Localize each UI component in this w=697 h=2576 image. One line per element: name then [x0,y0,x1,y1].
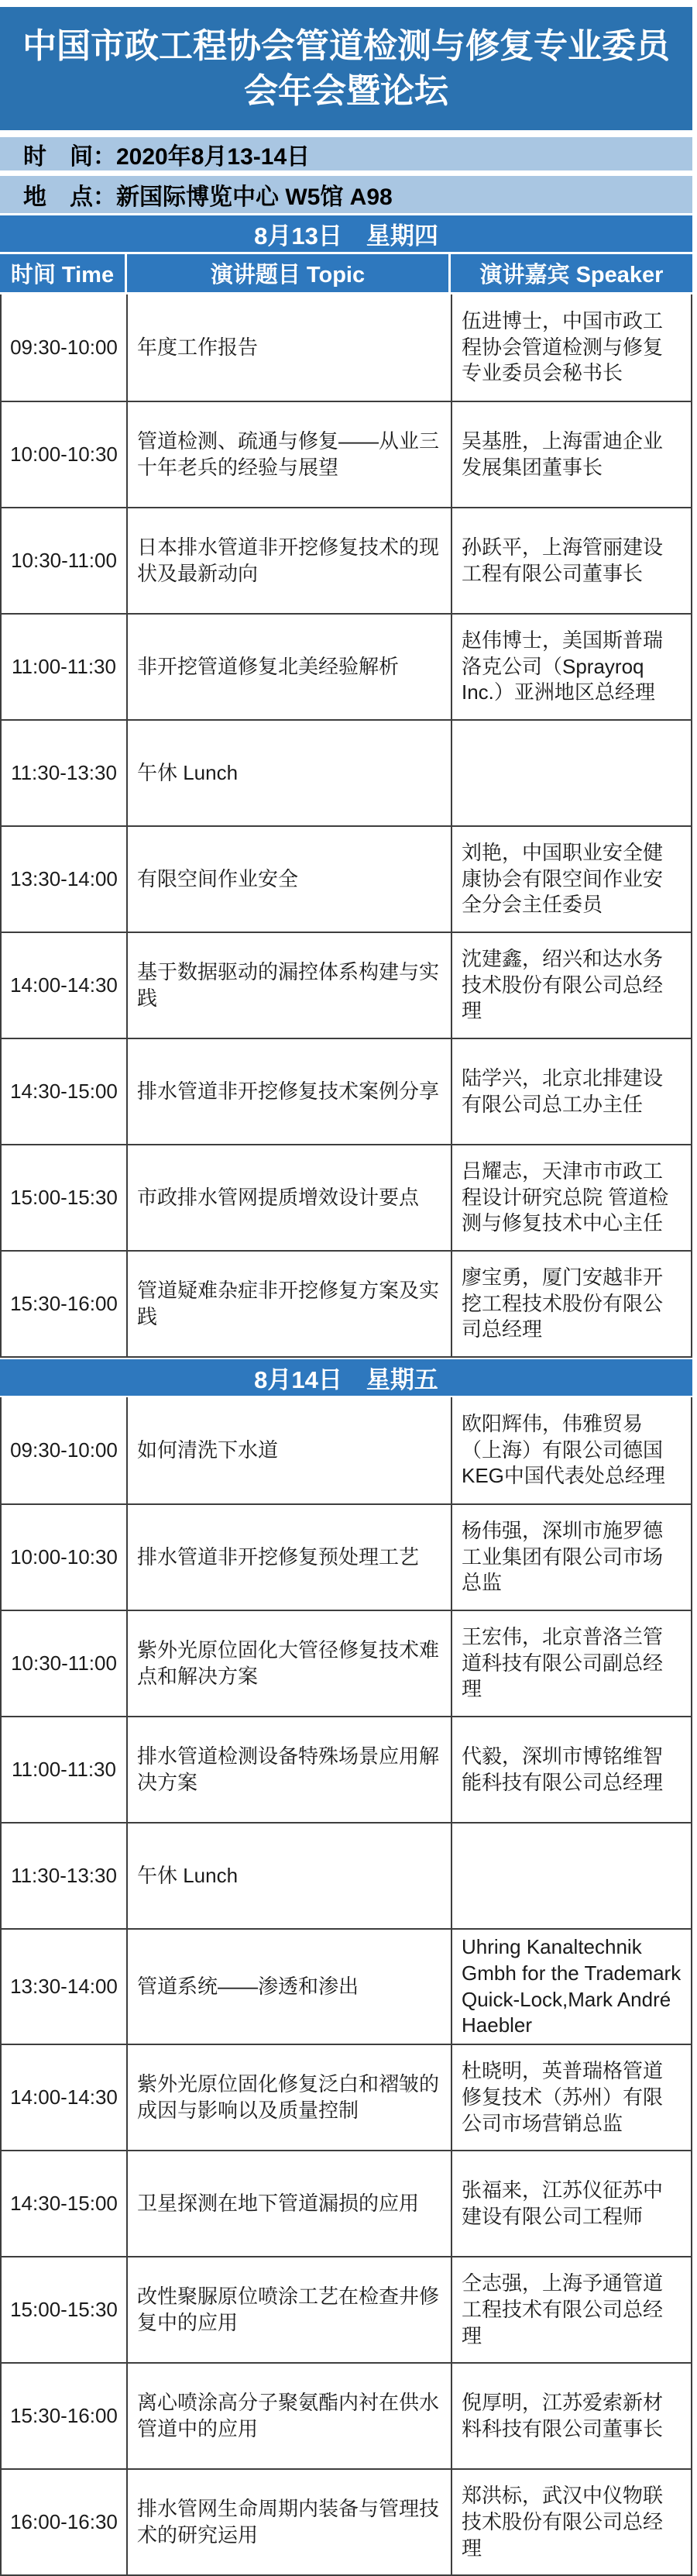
speaker-cell [451,615,691,719]
speaker-text: 孙跃平，上海管丽建设工程有限公司董事长 [462,535,664,585]
time-cell [2,615,126,719]
time-cell [2,1039,126,1144]
schedule-row [0,1928,692,2044]
speaker-text: 赵伟博士，美国斯普瑞洛克公司（Sprayroq Inc.）亚洲地区总经理 [462,628,664,704]
topic-cell [126,2257,451,2362]
time-cell [2,721,126,825]
event-venue-label: 地 点：新国际博览中心 W5馆 A98 [23,184,393,210]
schedule-row [0,1610,692,1716]
time-text: 15:00-15:30 [10,2297,118,2321]
time-text: 11:30-13:30 [11,1863,117,1887]
speaker-text: 吕耀志，天津市市政工程设计研究总院 管道检测与修复技术中心主任 [462,1159,669,1235]
speaker-cell [451,2257,691,2362]
time-text: 14:00-14:30 [10,2085,118,2109]
page-title: 中国市政工程协会管道检测与修复专业委员会年会暨论坛 [22,27,670,110]
time-cell [2,508,126,613]
topic-text: 管道系统——渗透和渗出 [137,1974,359,1998]
schedule-row [0,1250,692,1356]
speaker-cell [451,2045,691,2150]
column-header-row [0,254,692,292]
time-cell [2,1717,126,1822]
speaker-cell [451,721,691,825]
schedule-row [0,1822,692,1928]
column-header-speaker: 演讲嘉宾 Speaker [451,254,692,292]
conference-schedule-page [0,7,692,2576]
schedule-row [0,613,692,719]
topic-cell [126,2470,451,2574]
time-cell [2,1505,126,1610]
page-title-banner [0,7,692,130]
topic-cell [126,2045,451,2150]
time-cell [2,2257,126,2362]
topic-text: 管道检测、疏通与修复——从业三十年老兵的经验与展望 [137,429,440,479]
column-header-topic: 演讲题目 Topic [127,254,448,292]
time-text: 09:30-10:00 [10,335,118,359]
time-text: 13:30-14:00 [10,1974,118,1998]
speaker-text: 杨伟强，深圳市施罗德工业集团有限公司市场总监 [462,1518,664,1595]
speaker-cell [451,1252,691,1356]
time-text: 14:30-15:00 [10,2191,118,2215]
speaker-cell [451,1039,691,1144]
topic-cell [126,1145,451,1250]
schedule-row [0,2362,692,2468]
topic-cell [126,1252,451,1356]
time-text: 09:30-10:00 [10,1438,118,1462]
schedule-row [0,401,692,507]
schedule-row [0,1503,692,1610]
day-rows-section [0,294,692,1358]
time-cell [2,402,126,507]
speaker-text: Uhring Kanaltechnik Gmbh for the Trademark Quick-Lock,Mark André Haebler [462,1935,682,2037]
time-text: 10:30-11:00 [11,1651,117,1675]
topic-text: 基于数据驱动的漏控体系构建与实践 [137,959,440,1010]
topic-cell [126,1717,451,1822]
time-cell [2,2151,126,2256]
topic-text: 年度工作报告 [137,335,259,359]
speaker-cell [451,827,691,932]
day-rows-section [0,1397,692,2576]
time-text: 13:30-14:00 [10,866,118,890]
speaker-text: 杜晓明，英普瑞格管道修复技术（苏州）有限公司市场营销总监 [462,2058,664,2135]
column-header-time: 时间 Time [0,254,125,292]
topic-text: 日本排水管道非开挖修复技术的现状及最新动向 [137,535,440,585]
schedule-row [0,1038,692,1144]
topic-text: 午休 Lunch [137,1863,239,1887]
time-text: 15:00-15:30 [10,1185,118,1209]
time-cell [2,2045,126,2150]
speaker-cell [451,2151,691,2256]
time-cell [2,2364,126,2468]
time-text: 11:30-13:30 [11,760,117,784]
speaker-text: 陆学兴，北京北排建设有限公司总工办主任 [462,1066,664,1116]
schedule-row [0,294,692,401]
speaker-text: 伍进博士，中国市政工程协会管道检测与修复专业委员会秘书长 [462,308,664,385]
topic-cell [126,294,451,401]
time-text: 11:00-11:30 [12,654,116,678]
speaker-text: 沈建鑫，绍兴和达水务技术股份有限公司总经理 [462,946,664,1023]
time-cell [2,1930,126,2044]
speaker-cell [451,1505,691,1610]
topic-cell [126,721,451,825]
topic-cell [126,1397,451,1503]
topic-text: 紫外光原位固化修复泛白和褶皱的成因与影响以及质量控制 [137,2071,440,2122]
schedule-row [0,2044,692,2150]
topic-text: 紫外光原位固化大管径修复技术难点和解决方案 [137,1638,440,1688]
time-text: 15:30-16:00 [10,2403,118,2427]
speaker-cell [451,2470,691,2574]
topic-text: 排水管道非开挖修复技术案例分享 [137,1079,440,1103]
topic-cell [126,1930,451,2044]
topic-cell [126,1039,451,1144]
speaker-cell [451,933,691,1038]
time-text: 10:00-10:30 [10,442,118,466]
speaker-cell [451,294,691,401]
topic-text: 午休 Lunch [137,760,239,784]
time-text: 10:30-11:00 [11,548,117,572]
speaker-cell [451,2364,691,2468]
speaker-cell [451,1145,691,1250]
day-section-header: 8月14日 星期五 [0,1359,692,1396]
topic-text: 排水管道非开挖修复预处理工艺 [137,1545,420,1569]
info-bar-venue [0,176,692,213]
topic-cell [126,1505,451,1610]
speaker-text: 王宏伟，北京普洛兰管道科技有限公司副总经理 [462,1624,664,1701]
topic-text: 有限空间作业安全 [137,866,299,890]
time-cell [2,1145,126,1250]
speaker-text: 倪厚明，江苏爱索新材料科技有限公司董事长 [462,2390,664,2440]
time-text: 16:00-16:30 [10,2509,118,2533]
schedule-row [0,932,692,1038]
schedule-row [0,825,692,932]
topic-text: 改性聚脲原位喷涂工艺在检查井修复中的应用 [137,2284,440,2334]
topic-text: 排水管网生命周期内装备与管理技术的研究运用 [137,2496,440,2547]
topic-cell [126,1611,451,1716]
time-text: 14:00-14:30 [10,973,118,997]
topic-text: 离心喷涂高分子聚氨酯内衬在供水管道中的应用 [137,2390,440,2440]
time-text: 14:30-15:00 [10,1079,118,1103]
topic-text: 排水管道检测设备特殊场景应用解决方案 [137,1744,440,1794]
topic-cell [126,2364,451,2468]
time-cell [2,827,126,932]
topic-text: 如何清洗下水道 [137,1438,279,1462]
time-cell [2,294,126,401]
topic-text: 管道疑难杂症非开挖修复方案及实践 [137,1278,440,1328]
schedule-row [0,2468,692,2574]
topic-cell [126,402,451,507]
schedule-row [0,719,692,825]
speaker-cell [451,1717,691,1822]
speaker-text: 廖宝勇，厦门安越非开挖工程技术股份有限公司总经理 [462,1265,664,1341]
speaker-text: 郑洪标，武汉中仪物联技术股份有限公司总经理 [462,2483,664,2560]
topic-text: 卫星探测在地下管道漏损的应用 [137,2191,420,2215]
time-cell [2,1824,126,1928]
schedule-row [0,2150,692,2256]
speaker-cell [451,508,691,613]
speaker-text: 欧阳辉伟，伟雅贸易（上海）有限公司德国KEG中国代表处总经理 [462,1411,665,1488]
speaker-text: 吴基胜，上海雷迪企业发展集团董事长 [462,429,664,479]
speaker-cell [451,402,691,507]
topic-cell [126,508,451,613]
time-cell [2,1252,126,1356]
schedule-row [0,1144,692,1250]
speaker-cell [451,1824,691,1928]
topic-cell [126,933,451,1038]
topic-cell [126,827,451,932]
schedule-table [0,215,692,2576]
time-cell [2,1397,126,1503]
schedule-row [0,1716,692,1822]
time-cell [2,2470,126,2574]
time-text: 10:00-10:30 [10,1545,118,1569]
speaker-text: 代毅，深圳市博铭维智能科技有限公司总经理 [462,1744,664,1794]
time-cell [2,1611,126,1716]
topic-cell [126,1824,451,1928]
speaker-text: 刘艳，中国职业安全健康协会有限空间作业安全分会主任委员 [462,840,664,917]
speaker-text: 仝志强，上海予通管道工程技术有限公司总经理 [462,2271,664,2347]
speaker-text: 张福来，江苏仪征苏中建设有限公司工程师 [462,2178,664,2228]
event-time-label: 时 间：2020年8月13-14日 [23,143,311,170]
topic-text: 市政排水管网提质增效设计要点 [137,1185,420,1209]
day-section-header: 8月13日 星期四 [0,215,692,252]
time-text: 11:00-11:30 [12,1757,116,1781]
schedule-row [0,1397,692,1503]
time-text: 15:30-16:00 [10,1291,118,1315]
time-cell [2,933,126,1038]
topic-text: 非开挖管道修复北美经验解析 [137,654,400,678]
speaker-cell [451,1611,691,1716]
schedule-row [0,507,692,613]
schedule-row [0,2256,692,2362]
speaker-cell [451,1930,691,2044]
info-bar-time [0,137,692,170]
topic-cell [126,2151,451,2256]
speaker-cell [451,1397,691,1503]
topic-cell [126,615,451,719]
